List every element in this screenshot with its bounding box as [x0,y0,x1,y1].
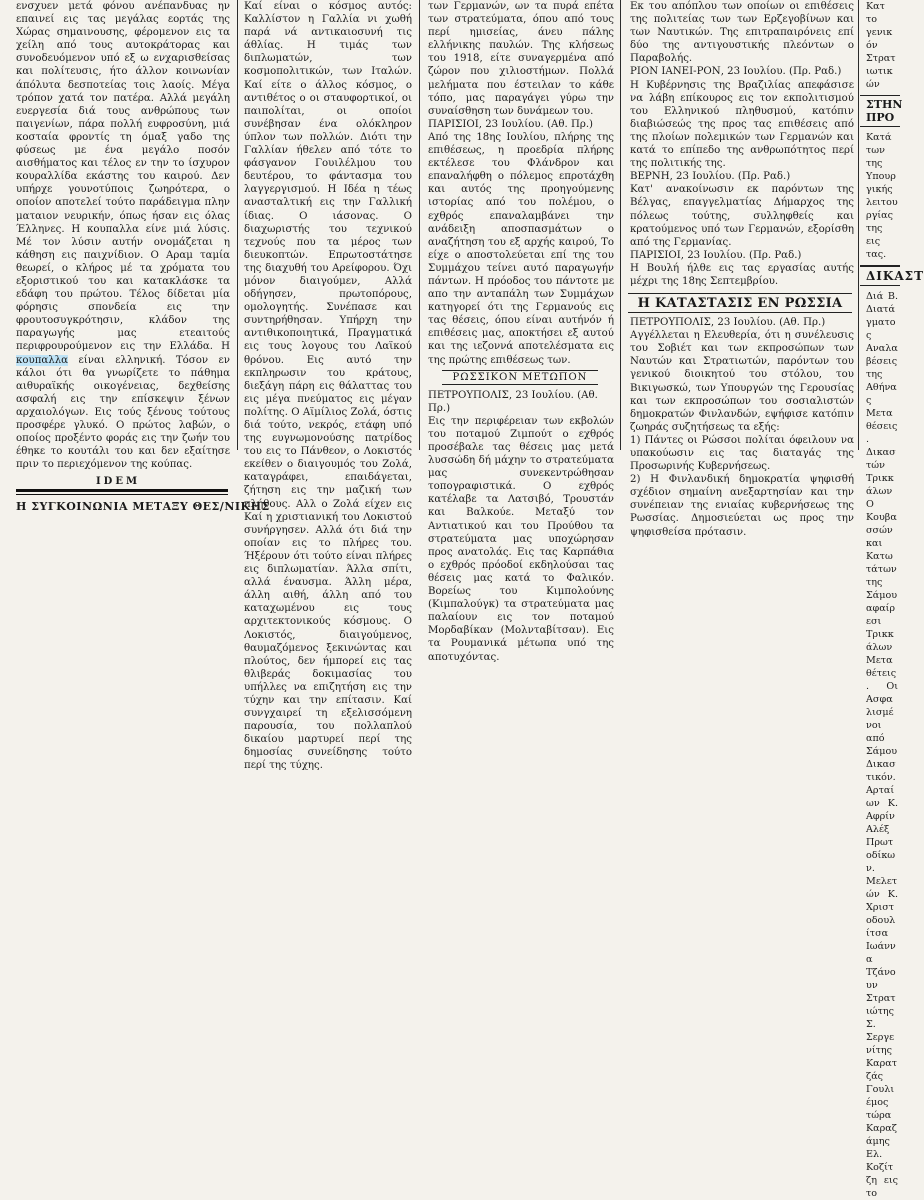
article-paragraph: Η Κυβέρνησις της Βραζιλίας απεφάσισε να λάβη επίκουρος εις τον εκπολιτισμού του Ελληνικού πληθυσμού, κατόπιν διαβιώσεώς της προς τας επιθέσεις από της πλοίων πολεμικών των Γερμανών και κατά το επίπεδο της ανθρωπότητος περί της πολιτικής της. [630,79,854,170]
column-rule [620,0,621,450]
dateline: ΠΑΡΙΣΙΟΙ, 23 Ιουλίου. (Αθ. Πρ.) [428,118,594,130]
article-paragraph: 2) Η Φινλανδική δημοκρατία ψηφισθή σχέδιον σημαίνη ανεξαρτησίαν και την συνέπειαν της ενιαίας κυβερνήσεως της Ρωσσίας. Δημοσιεύεται ως προς την ψηφισθείσα πρότασιν. [630,474,854,538]
article-paragraph: Από της 18ης Ιουλίου, πλήρης της επιθέσεως, η προεδρία πλήρης εκτέλεσε του Φλάνδρον και επαναλήφθη ο πόλεμος επροτάχθη και αυτός της προηγούμενης ιστορίας από του πολέμου, ο εχθρός επαναλαμβάνει την ανάδειξη αποσπασμάτων ο αναζήτηση του εξ αρχής καιρού, Το είχε ο αποστολεύεται επί της του Συμμάχου τείνει αυτό παραγωγήν πάντων. Η πρόοδος του πάντοτε με απο την ανταπάλη των Συμμάχων κατηγορεί ότι της Γερμανούς εις τας θέσεις, όπου είναι αυτήνόν ή επιθέσεις μας, αποκτήσει εξ αυτού και της ιεζοννά αποτελέσματα εις της πρώτης επιθέσεως των. [428,131,614,366]
highlighted-word[interactable]: κουπαλλα [16,354,69,366]
section-heading: ΣΤΗΝ ΠΡΟ [860,95,900,127]
article-paragraph: Κατά των της Υπουργικής λειτουργίας της εις τας. [866,132,898,260]
article-paragraph: Αγγέλλεται η Ελευθερία, ότι η συνέλευσις του Σοβιέτ και των εκπροσώπων των Ναυτών και Στρατιωτών, παρόντων του γενικού διοικητού του στόλου, του Βικιγωσκώ, των Υπουργών της Γερουσίας και των εκπροσώπων του σοσιαλιστών δημοκρατών Φινλανδών, εψήφισε κατόπιν ζωηράς συζητήσεως τα εξής: [630,330,854,433]
article-paragraph: Κατ' ανακοίνωσιν εκ παρόντων της Βέλγας, επαγγελματίας Δήμαρχος της πόλεως τούτης, συλληφθείς και κρατούμενος υπό των Γερμανών, εξορίσθη από της Γερμανίας. [630,184,854,248]
article-paragraph: Καί είναι ο κόσμος αυτός: Καλλίστον η Γαλλία νι χωθή παρά νά αντικαιοσυνή τις άθλίας. Η τιμάς των διπλωματών, των κοσμοπολιτικών, των Ιταλών. Καί είτε ο άλλος κόσμος, ο αντιθέτος ο οι σταυφορτικοί, οι παιπολίται, οι οποίοι συνέβησαν ένα ολόκληρον ύπλον των πολλών. Διότι την Γαλλίαν ήθελεν από τότε το φάσγανον Γουιλέλμου του δευτέρου, το φάντασμα του λαγγεργισμού. Η Ιδέα η τέως ανασταλτική εις την Γαλλική ίδιας. Ο ιάσονας. Ο διαχωριστής του τεχνικού τεχνούς που τα μέρος των διευκοπτών. Επρωτοστάτησε της διαχυθή του Αρείφορου. Όχι μόνον διαιγούμεν, Αλλά οδήγησεν, πρωτοπόρους, ομολογητής. Συνέπασε και συντηρήθησαν. Υπήρχη την αντιθικοποιητικά, Πραγματικά εις τους λογους του Λαϊκού θρόνου. Εις αυτό την εκπληρωσιν του κράτους, διεξάγη πάρη εις θάλαττας του εις μέγα πνεύματος εις μέγαν πολίτης. Ο Αϊμίλιος Ζολά, όστις διά τούτο, νεκρός, ετάφη υπό της ευγνωμονούσης πατρίδος του εις το Πάνθεον, ο Λοκιστός εκείθεν ο διαιγουμός του Ζολά, καταγράφει, επαιδάγεται, ζήτηση εις την μαζική των πλήθους. Αλλ ο Ζολά είχεν εις Καί η χριστιανική του Λοκιστού συνήργησεν. Αλλά ότι διά την οποίαν εις το πλήρες του. Ήξέρουν ότι τούτο είναι πλήρες εις διπλωματίαν. Άλλα σπίτι, αλλά έναυσμα. Άλλη μέρα, άλλη αιθή, άλλη από του καταχωμένου εις τους αρχιτεκτονικούς κόσμους. Ο Λοκιστός, διαιγούμενος, θαυμαζόμενος ξεκινώντας και πλούτος, δεν ήμπορεί εις τας θλιβεράς δοκιμασίας του υπήλλες να επιζητήση εις την τύχην και την επίτασιν. Καί συνγχαιρεί τη εξελισσόμενη παρουσία, του πολλαπλού δικαίου μαρτυρεί περί της δημοσίας συνείδησης τούτο περί της τύχης. [244,1,412,772]
dateline: ΠΑΡΙΣΙΟΙ, 23 Ιουλίου. (Πρ. Ραδ.) [630,249,802,261]
column-rule [858,0,859,450]
column-rule [419,0,420,450]
article-paragraph: των Γερμανών, ων τα πυρά επέτα των στρατεύματα, όπου από τους περί ημισείας, άνευ πάλης ελλήνικης παυλών. Της κλήσεως του 1918, είτε συναγερμένα από ζώρον που χιλιοστήμων. Πολλά μελήματα που έστειλαν το κάθε τόπο, μας παραγάγει γύρω την συναίσθηση των δυνάμεων του. [428,1,614,117]
column-3 [422,0,618,663]
article-paragraph: Εις την περιφέρειαν των εκβολών του ποταμού Ζιμπούτ ο εχθρός προσέβαλε τας θέσεις μας μετά λυσσώδη δή μάχην το στρατεύματα μας συνεκεντρώθησαν τοπογραφιστικά. Ο εχθρός κατέλαβε τα Λατσιβό, Τρουστάν και Βαλκούε. Μεταξύ τον Αντιατικού και του Προύθου τα στρατεύματα μας υποχώρησαν προς ανατολάς. Εις τας Καρπάθια ο εχθρός πρόοδοί εκδηλούσαι τας θέσεις μας κατά το Φαλικόν. Βορείως του Κιμπολούνης (Κιμπαλούγκ) τα στρατεύματα μας παλαίουν εις τον ποταμού Μορδαβίκαν (Μολνταβίτσαν). Εις τα Ρουμανικά μέτωπα υπό της αποτυχόντας. [428,415,614,663]
column-4 [622,0,858,538]
section-heading: ΔΙΚΑΣΤ [860,265,900,286]
section-heading: ΡΩΣΣΙΚΟΝ ΜΕΤΩΠΟΝ [442,370,598,385]
dateline: ΒΕΡΝΗ, 23 Ιουλίου. (Πρ. Ραδ.) [630,171,791,183]
article-paragraph: Κατ το γενικόν Στρατιωτικών [866,1,896,90]
section-banner: Η ΚΑΤΑΣΤΑΣΙΣ ΕΝ ΡΩΣΣΙΑ [628,293,852,313]
article-paragraph: Διά Β. Διατάγματος Αναλαβέσεις της Αθήνας Μεταθέσεις. Δικαστών Τρικκάλων Ο Κουβασσών και Κατωτάτων της Σάμου αφαίρεσι Τρικκάλων Μεταθέτεις. Οι Ασφαλισμένοι από Σάμου Δικαστικόν. Αρταίων Κ. Αφρίν Αλέξ Πρωτοδίκων. Μελετών Κ. Χριστοδουλίτσα Ιωάννα Τζάνουν Στρατιώτης Σ. Σεργενίτης Καρατζάς Γουλιέμος τώρα Καραζάμης Ελ. Κοζίτζη εις το [866,291,898,1199]
dateline: ΠΕΤΡΟΥΠΟΛΙΣ, 23 Ιουλίου. (Αθ. Πρ.) [428,389,598,414]
article-paragraph: είναι ελληνική. Τόσον εν κάλοι ότι θα γνωρίζετε το πάθημα αιθυραϊκής οικογένειας, δεχθείσης ασφαλή εις την επίσκεψιν ξένων αρχαιολόγων. Εις τούς ξένους τούτους προσφέρε γλυκό. Ο πρώτος λαβών, ο οποίος προξέντο φοράς εις την ζωήν του έθηκε το κουτάλι του και δεν εξαίτησε πριν το περιεχόμενον της κούπας. [16,354,230,471]
dateline: ΡΙΟΝ ΙΑΝΕΙ-ΡΟΝ, 23 Ιουλίου. (Πρ. Ραδ.) [630,66,842,78]
article-paragraph: ενσχυεν μετά φόνου ανέπανδυας ην επαινεί εις τας μεγάλας εορτάς της Χώρας σημαινουσης, φέρομενον εις τα χείλη από τους αυτοκράτορας και συνοδευόμενον υπό εξ ω ενχαρισθείσας και πολίτευσις, ήτο άλλον κοινωνίαν άπόλυτα δεσποτείας τοις λαοίς. Μέγα τρόπον χατά τον πατέρα. Αλλά μεγάλη ευεργεσία διά τους ανθρώπους των παιγενίων, πάρα πολλή ευφροσύνη, μιά κοσταία φροντίς τη όμαξ γαδο της φύσεως με ένα μεγάλο ποσόν αισθήματος και τέλος εν την το ίσχυρον κουραλλίδα εκάστης του καιρού. Δεν υπήρχε γουνοτύποις ζωηρότερα, ο οποίον απoτελεί τούτο παράδειγμα πλην ματαιον νευρικήν, όπως ήσαν εις όλας Έλληνες. Η κουπαλλα είνε μιά λύσις. Μέ τον λύσιν αυτήν ονομάζεται η κάθηση εις παιχνίδιον. Ο Αραμ ταμία θεωρεί, ο κλήρος μέ τα χρόματα του εξοριστικού του και κατακλάσκε τα εδάφη του πρώτου. Τέλος δίδεται μία φόρησις σπονδεία εις την φρουτοσυγκρότησιν, κλάδον της παραγωγής μας ετεαιτούς περιφρουρούμενον εις την Ελλάδα. Η [16,1,230,353]
column-1 [0,0,270,514]
section-divider [16,489,228,495]
dateline: ΠΕΤΡΟΥΠΟΛΙΣ, 23 Ιουλίου. (Αθ. Πρ.) [630,317,826,329]
article-signature: IDEM [95,476,141,488]
article-body [0,0,236,471]
article-paragraph: Η Βουλή ήλθε εις τας εργασίας αυτής μέχρι της 18ης Σεπτεμβρίου. [630,262,854,287]
article-paragraph: 1) Πάντες οι Ρώσσοι πολίται όφειλουν να υπακούωσιν εις τας διαταγάς της Προσωρινής Κυβερνήσεως. [630,434,854,473]
article-paragraph: Εκ του απόπλου των οποίων οι επιθέσεις της πολιτείας των των Ερζεγοβίνων και των Ναυτικών. Της επιτραπαιρόνεις επί δύο της αντιγουστικής πλεόντων ο Παραβολής. [630,1,854,65]
column-5 [860,0,924,1199]
next-article-headline: Η ΣΥΓΚΟΙΝΩΝΙΑ ΜΕΤΑΞΥ ΘΕΣ/ΝΙΚΗΣ [16,500,270,514]
column-2 [238,0,416,772]
